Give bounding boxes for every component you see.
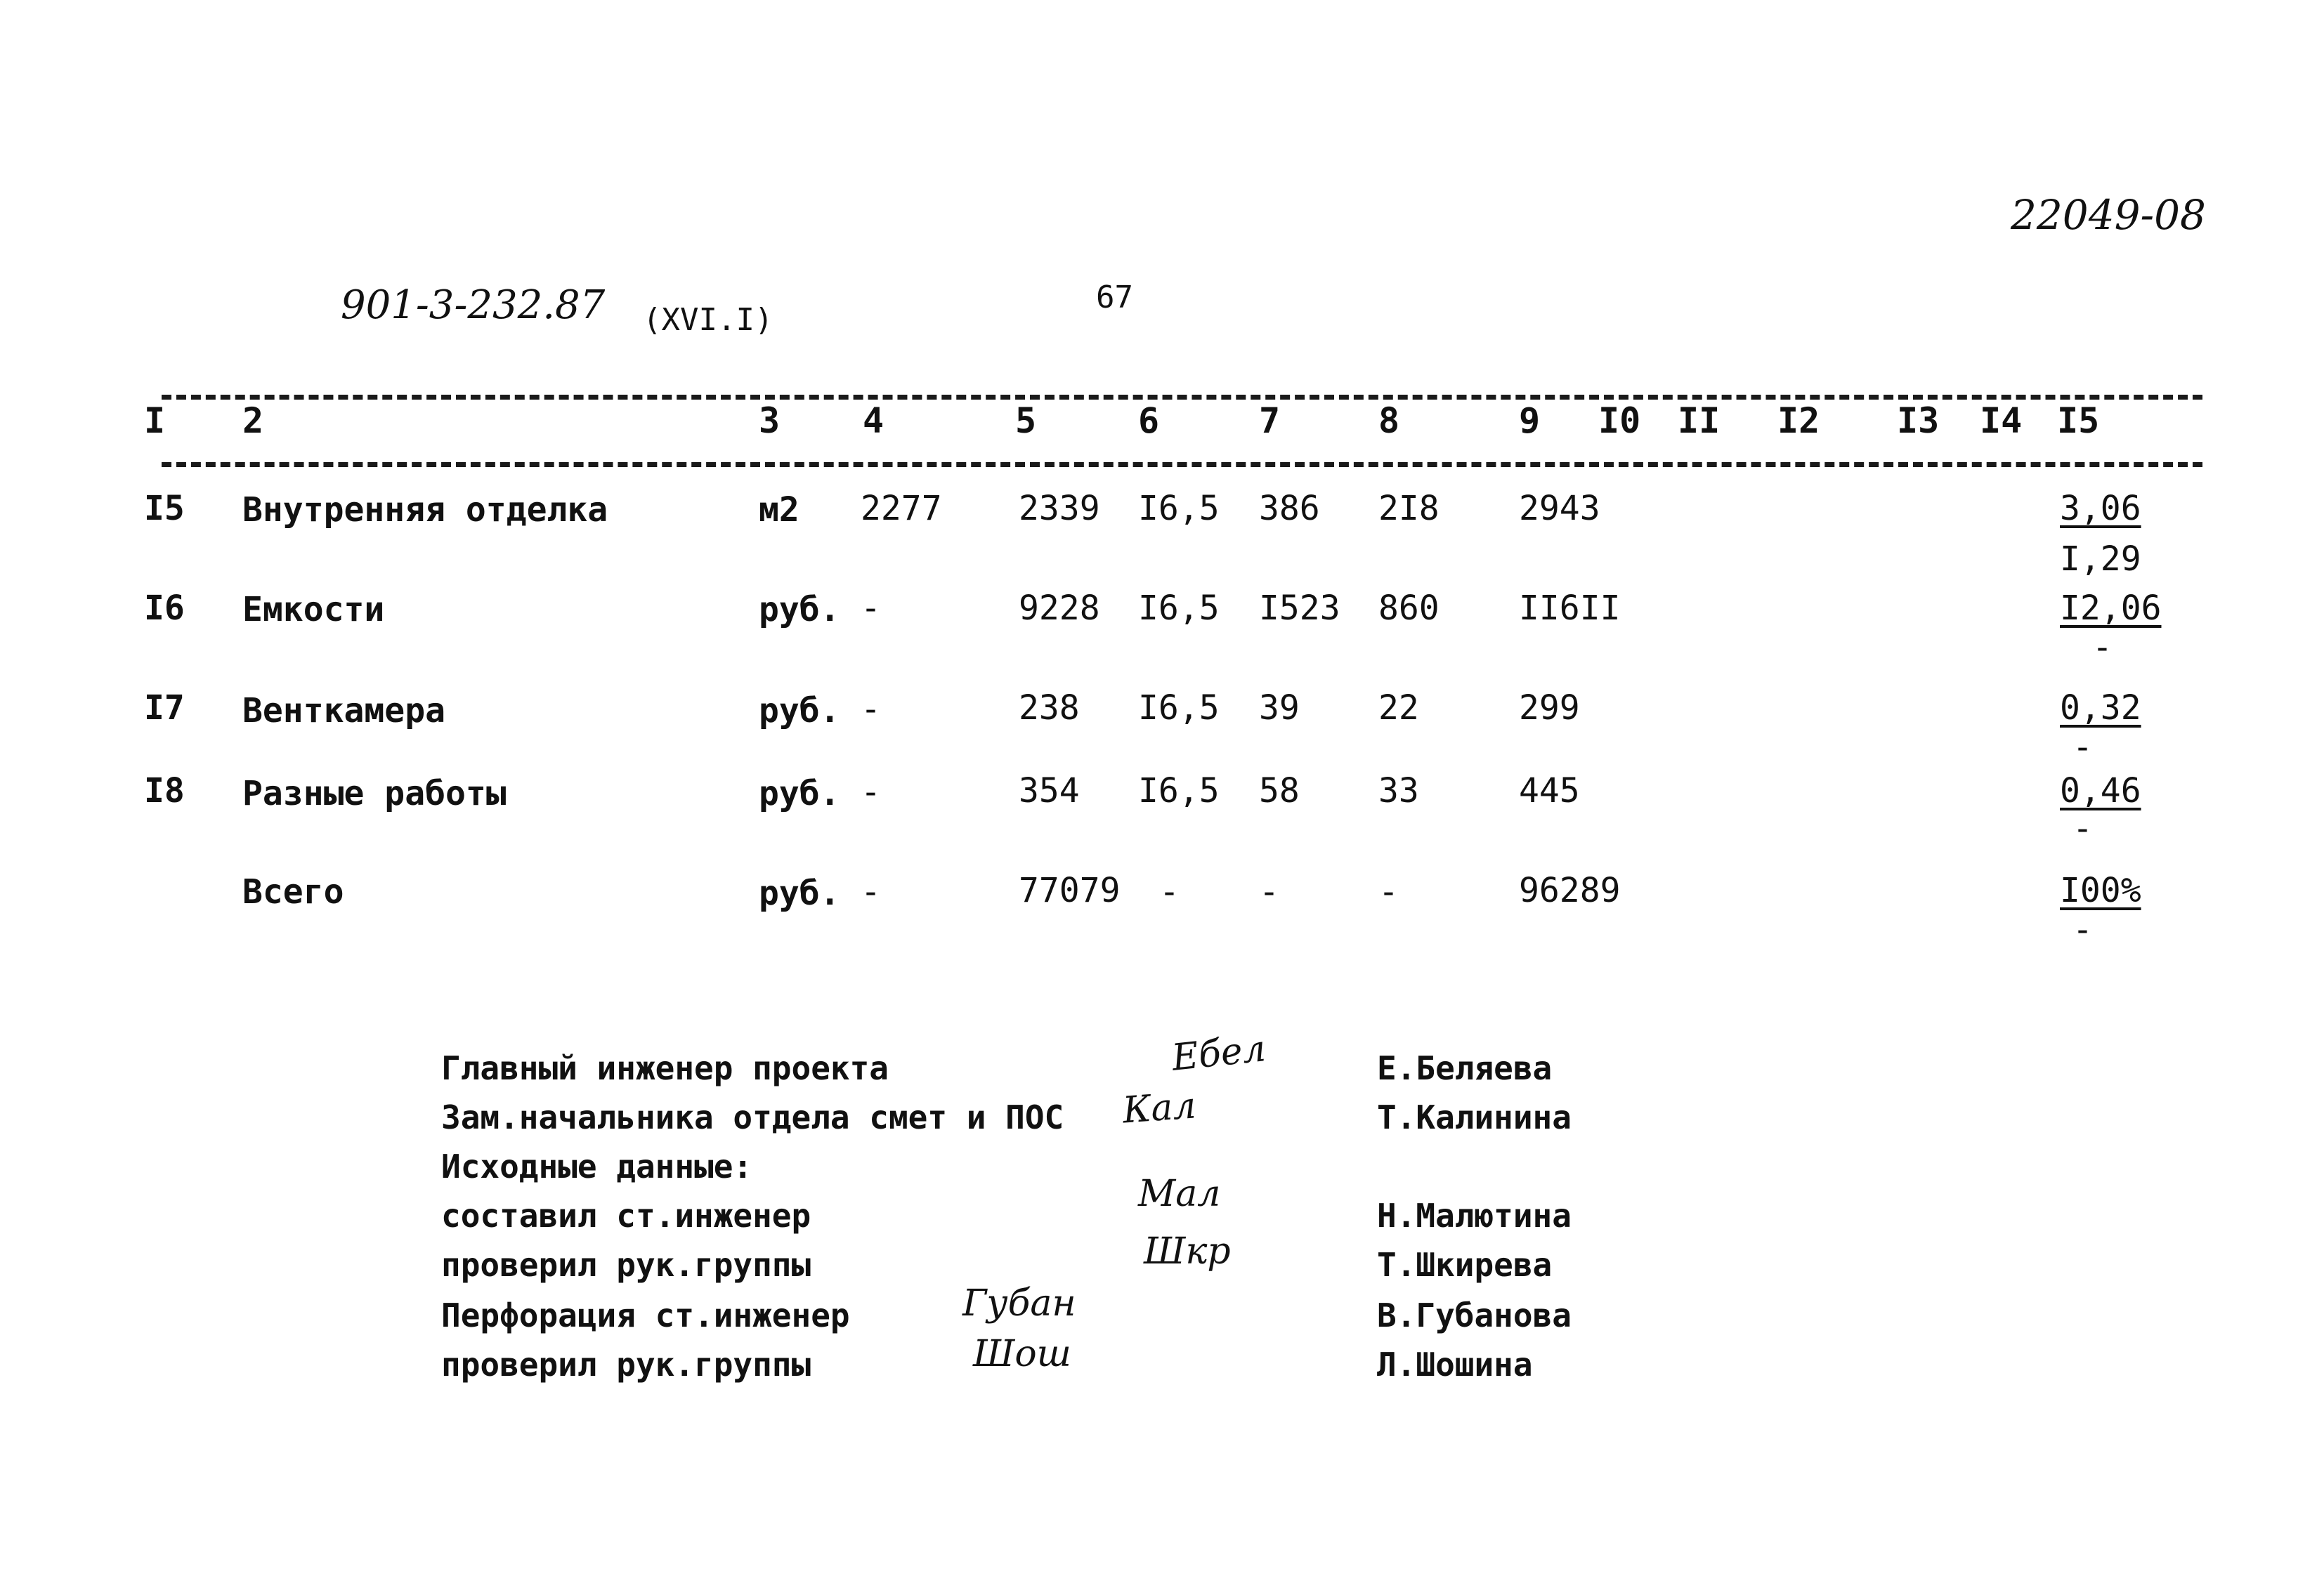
work-name: Венткамера: [242, 691, 445, 730]
signature-role: Главный инженер проекта: [441, 1049, 889, 1087]
column-header: 8: [1378, 400, 1400, 441]
section-code: (XVI.I): [643, 302, 773, 338]
signature-role: проверил рук.группы: [441, 1346, 811, 1384]
unit: руб.: [759, 590, 840, 629]
table-header-rule: [162, 462, 2202, 467]
value-col-8: 33: [1378, 771, 1419, 810]
column-header: I0: [1598, 400, 1641, 441]
value-col-6: I6,5: [1138, 771, 1220, 810]
value-col-8: 2I8: [1378, 489, 1440, 528]
handwritten-signature: Мал: [1138, 1173, 1221, 1215]
table-top-rule: [162, 395, 2202, 400]
signatory-name: Н.Малютина: [1377, 1197, 1572, 1235]
column-header: 5: [1015, 400, 1037, 441]
value-col-8: 22: [1378, 688, 1419, 728]
value-col-6: I6,5: [1138, 688, 1220, 728]
percent-value: 0,32: [2060, 688, 2141, 728]
row-number: I8: [144, 771, 185, 810]
value-col-5: 354: [1019, 771, 1080, 810]
value-col-8: 860: [1378, 589, 1440, 628]
column-header: I5: [2057, 400, 2100, 441]
value-col-6: -: [1159, 872, 1180, 912]
percent-subvalue: I,29: [2060, 539, 2141, 579]
page-number: 67: [1096, 280, 1133, 315]
column-header: II: [1678, 400, 1721, 441]
column-header: I3: [1897, 400, 1940, 441]
unit: руб.: [759, 691, 840, 730]
handwritten-signature: Ебел: [1170, 1027, 1268, 1079]
column-header: 9: [1519, 400, 1541, 441]
value-col-7: 39: [1259, 688, 1300, 728]
value-col-7: 386: [1259, 489, 1320, 528]
column-header: I2: [1777, 400, 1820, 441]
work-name: Внутренняя отделка: [242, 490, 608, 530]
work-name: Разные работы: [242, 774, 507, 813]
work-name: Всего: [242, 872, 344, 912]
signatory-name: Е.Беляева: [1377, 1049, 1553, 1087]
work-name: Емкости: [242, 590, 385, 629]
unit: м2: [759, 490, 799, 530]
signature-role: Зам.начальника отдела смет и ПОС: [441, 1098, 1064, 1136]
value-col-9: 2943: [1519, 489, 1600, 528]
percent-value: I2,06: [2060, 589, 2162, 628]
handwritten-signature: Шош: [973, 1333, 1071, 1375]
value-col-6: I6,5: [1138, 589, 1220, 628]
handwritten-signature: Кал: [1121, 1084, 1198, 1132]
value-col-5: 2339: [1019, 489, 1100, 528]
value-col-7: 58: [1259, 771, 1300, 810]
row-number: I5: [144, 489, 185, 528]
value-col-4: -: [861, 690, 881, 729]
column-header: 2: [242, 400, 264, 441]
percent-subvalue: -: [2072, 910, 2093, 950]
signatory-name: Т.Калинина: [1377, 1098, 1572, 1136]
percent-subvalue: -: [2092, 628, 2113, 667]
column-header: 6: [1138, 400, 1160, 441]
value-col-9: 445: [1519, 771, 1580, 810]
value-col-4: -: [861, 589, 881, 628]
document-number: 22049-08: [2011, 191, 2206, 239]
signatory-name: Л.Шошина: [1377, 1346, 1533, 1384]
project-code: 901-3-232.87: [341, 282, 606, 328]
signatory-name: Т.Шкирева: [1377, 1246, 1553, 1284]
value-col-9: 299: [1519, 688, 1580, 728]
value-col-9: 96289: [1519, 871, 1621, 910]
percent-value: 0,46: [2060, 771, 2141, 810]
value-col-7: I523: [1259, 589, 1340, 628]
percent-subvalue: -: [2072, 809, 2093, 848]
handwritten-signature: Губан: [962, 1282, 1076, 1325]
percent-value: I00%: [2060, 871, 2141, 910]
unit: руб.: [759, 774, 840, 813]
row-number: I7: [144, 688, 185, 728]
signature-section-label: Исходные данные:: [441, 1148, 753, 1186]
value-col-5: 238: [1019, 688, 1080, 728]
signatory-name: В.Губанова: [1377, 1296, 1572, 1334]
value-col-9: II6II: [1519, 589, 1621, 628]
signature-role: проверил рук.группы: [441, 1246, 811, 1284]
row-number: I6: [144, 589, 185, 628]
value-col-5: 77079: [1019, 871, 1121, 910]
value-col-7: -: [1259, 872, 1279, 912]
column-header: 4: [863, 400, 884, 441]
unit: руб.: [759, 874, 840, 913]
percent-value: 3,06: [2060, 489, 2141, 528]
value-col-4: -: [861, 773, 881, 812]
value-col-4: -: [861, 872, 881, 912]
column-header: 7: [1259, 400, 1281, 441]
signature-role: Перфорация ст.инженер: [441, 1296, 850, 1334]
value-col-6: I6,5: [1138, 489, 1220, 528]
column-header: I: [144, 400, 166, 441]
value-col-8: -: [1378, 872, 1399, 912]
column-header: I4: [1980, 400, 2023, 441]
signature-role: составил ст.инженер: [441, 1197, 811, 1235]
value-col-4: 2277: [861, 489, 942, 528]
column-header: 3: [759, 400, 781, 441]
percent-subvalue: -: [2072, 728, 2093, 767]
handwritten-signature: Шкр: [1144, 1230, 1231, 1273]
value-col-5: 9228: [1019, 589, 1100, 628]
